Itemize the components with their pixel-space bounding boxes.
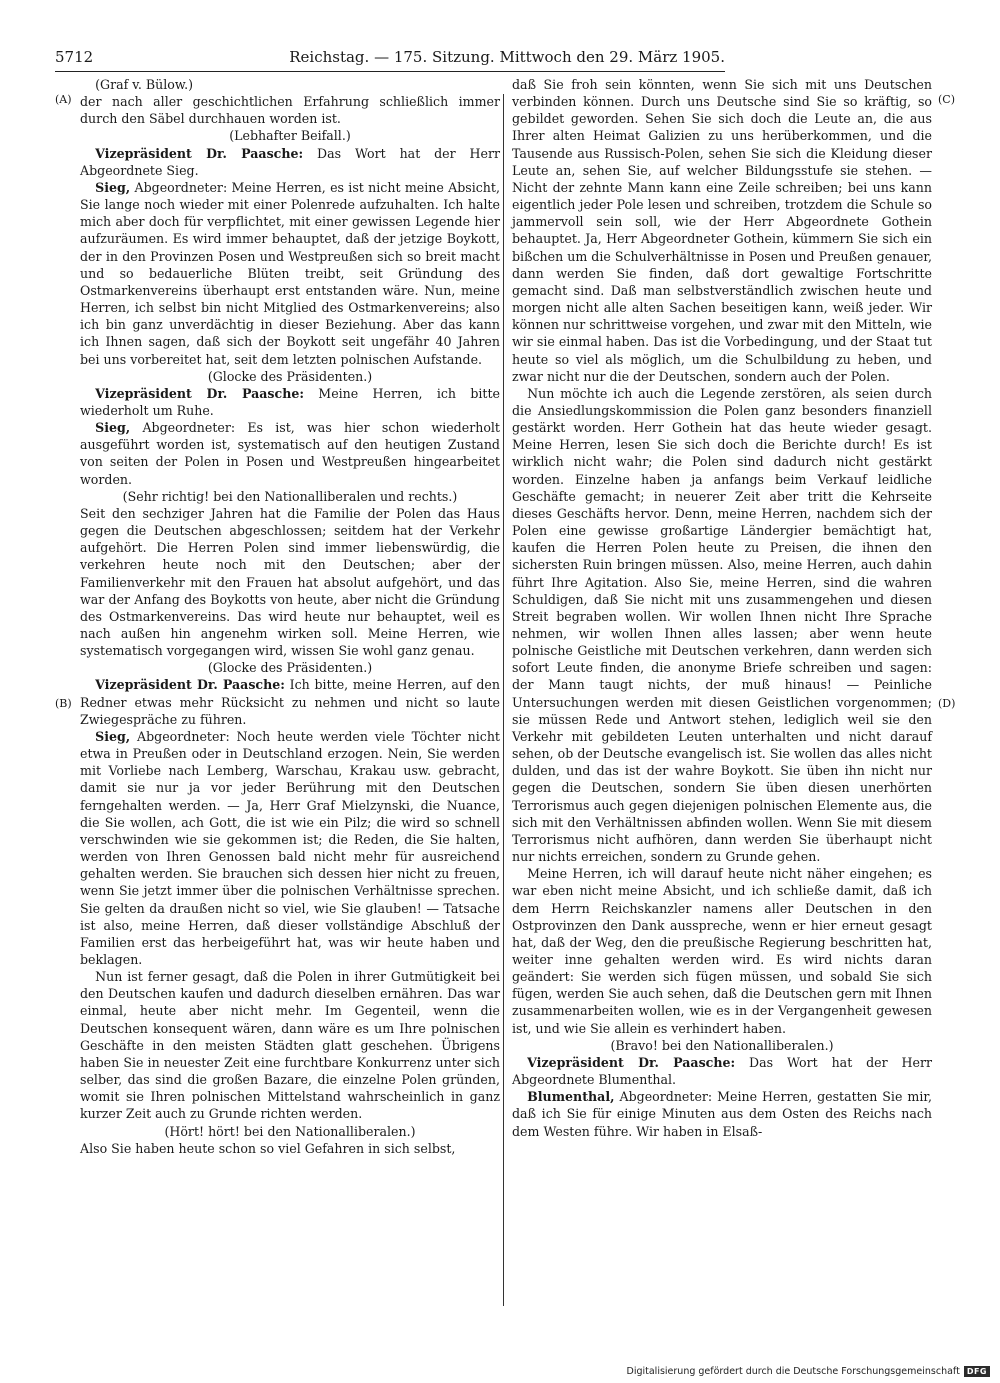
interjection: (Lebhafter Beifall.)	[229, 128, 351, 144]
left-column	[80, 76, 500, 1157]
speaker-name: Sieg,	[95, 420, 131, 436]
interjection: (Bravo! bei den Nationalliberalen.)	[610, 1037, 834, 1053]
speaker-name: Vizepräsident Dr. Paasche:	[95, 145, 304, 161]
speaker-paragraph: Vizepräsident Dr. Paasche: Meine Herren, ich bitte wiederholt um Ruhe.	[80, 385, 500, 418]
running-header	[55, 48, 725, 70]
header-rule	[55, 71, 725, 72]
running-title: Reichstag. — 175. Sitzung. Mittwoch den 29. März 1905.	[289, 48, 725, 66]
margin-marker-c: (C)	[938, 93, 955, 106]
page-number: 5712	[55, 48, 94, 66]
speaker-paragraph: Sieg, Abgeordneter: Es ist, was hier schon wiederholt ausgeführt worden ist, systematisch auf den heutigen Zustand von seiten der Polen in Posen und Westpreußen hingearbeitet worden.	[80, 420, 500, 487]
column-divider	[503, 94, 504, 1306]
speaker-paragraph: Vizepräsident Dr. Paasche: Das Wort hat der Herr Abgeordnete Blumenthal.	[512, 1054, 932, 1088]
interjection: (Hört! hört! bei den Nationalliberalen.)	[164, 1123, 416, 1139]
paragraph: Nun ist ferner gesagt, daß die Polen in ihrer Gutmütigkeit bei den Deutschen kaufen und dadurch dieselben ernähren. Das war einmal, heute aber nicht mehr. Im Gegenteil, wenn die Deutschen konsequent wären, dann wäre es um Ihre polnischen Geschäfte in den meisten Städten glatt geschehen. Übrigens haben Sie in neuester Zeit eine furchtbare Konkurrenz unter sich selber, das sind die großen Bazare, die einzelne Polen gründen, womit sie Ihren polnischen Mittelstand wahrscheinlich in ganz kurzer Zeit auch zu Grunde richten werden.	[80, 969, 500, 1122]
speaker-paragraph: Sieg, Abgeordneter: Meine Herren, es ist nicht meine Absicht, Sie lange noch wieder mit einer Polenrede aufzuhalten. Ich halte mich aber doch für verpflichtet, mit einer gewissen Legende hier aufzuräumen. Es wird immer behauptet, daß der jetzige Boykott, der in den Provinzen Posen und Westpreußen sich so breit macht und so bedauerliche Blüten treibt, seit Gründung des Ostmarkenvereins überhaupt erst entstanden wäre. Nun, meine Herren, ich selbst bin nicht Mitglied des Ostmarkenvereins; also ich bin ganz unverdächtig in dieser Beziehung. Aber das kann ich Ihnen sagen, daß sich der Boykott seit ungefähr 40 Jahren bei uns vorbereitet hat, seit dem letzten polnischen Aufstande.	[80, 179, 500, 367]
margin-marker-d: (D)	[938, 697, 956, 710]
speaker-paragraph: Blumenthal, Abgeordneter: Meine Herren, gestatten Sie mir, daß ich Sie für einige Minuten aus dem Osten des Reichs nach dem Westen führe. Wir haben in Elsaß-	[512, 1089, 932, 1139]
paragraph: Seit den sechziger Jahren hat die Familie der Polen das Haus gegen die Deutschen abgeschlossen; seitdem hat der Verkehr aufgehört. Die Herren Polen sind immer liebenswürdig, die verkehren heute noch mit den Deutschen; aber der Familienverkehr mit den Frauen hat absolut aufgehört, und das war der Anfang des Boykotts von heute, aber nicht die Gründung des Ostmarkenvereins. Das wird heute nur behauptet, weil es nach außen hin angenehm wirken soll. Meine Herren, wie systematisch vorgegangen wird, wissen Sie wohl ganz genau.	[80, 505, 500, 659]
speaker-paragraph: Vizepräsident Dr. Paasche: Ich bitte, meine Herren, auf den Redner etwas mehr Rücksicht zu nehmen und nicht so laute Zwiegespräche zu führen.	[80, 677, 500, 727]
digitization-credit	[580, 1363, 990, 1379]
paragraph: Also Sie haben heute schon so viel Gefahren in sich selbst,	[80, 1140, 456, 1156]
margin-marker-a: (A)	[55, 93, 72, 106]
speaker-name: Vizepräsident Dr. Paasche:	[95, 385, 305, 401]
paragraph: Nun möchte ich auch die Legende zerstören, als seien durch die Ansiedlungskommission die Polen ganz besonders finanziell gestärkt worden. Herr Gothein hat das heute wieder gesagt. Meine Herren, lesen Sie sich doch die Berichte durch! Es ist wirklich nicht wahr; die Polen sind dadurch nicht gestärkt worden. Einzelne haben ja anfangs beim Verkauf leidliche Geschäfte gemacht; in neuerer Zeit aber tritt die Kehrseite dieses Geschäfts hervor. Denn, meine Herren, nachdem sich der Polen eine gewisse großartige Ländergier bemächtigt hat, kaufen die Herren Polen heute zu Preisen, die ihnen den sichersten Ruin bringen müssen. Also, meine Herren, auch dahin führt Ihre Agitation. Also Sie, meine Herren, sind die wahren Schuldigen, daß Sie nicht mit uns zusammengehen und diesen Streit begraben wollen. Wir wollen Ihnen nicht Ihre Sprache nehmen, wir wollen Ihnen alles lassen; aber wenn heute polnische Geistliche mit Deutschen verkehren, dann werden sich sofort Leute finden, die anonyme Briefe schreiben und sagen: der Mann taugt nichts, der muß hinaus! — Peinliche Untersuchungen werden mit diesen Geistlichen vorgenommen; sie müssen Rede und Antwort stehen, lediglich weil sie den Verkehr mit gebildeten Leuten unterhalten und nicht darauf sehen, ob der Deutsche evangelisch ist. Sie wollen das alles nicht dulden, und das ist der wahre Boykott. Sie üben ihn nicht nur gegen die Deutschen, sondern Sie üben diesen unerhörten Terrorismus auch gegen diejenigen polnischen Elemente aus, die sich mit den Verhältnissen abfinden wollen. Wenn Sie mit diesem Terrorismus nicht aufhören, dann werden Sie überhaupt nicht nur nichts erreichen, sondern zu Grunde gehen.	[512, 385, 932, 865]
speaker-name: Vizepräsident Dr. Paasche:	[95, 677, 285, 693]
paragraph: daß Sie froh sein könnten, wenn Sie sich mit uns Deutschen verbinden können. Durch uns Deutsche sind Sie so kräftig, so gebildet geworden. Sehen Sie sich doch die Leute an, die aus Ihrer alten Heimat Galizien zu uns herüberkommen, und die Tausende aus Russisch-Polen, sehen Sie sich die Kleidung dieser Leute an, sehen Sie, auf welcher Bildungsstufe sie stehen. — Nicht der zehnte Mann kann eine Zeile schreiben; bei uns kann eigentlich jeder Pole lesen und schreiben, trotzdem die Schule so jammervoll sein soll, wie der Herr Abgeordnete Gothein behauptet. Ja, Herr Abgeordneter Gothein, kümmern Sie sich ein bißchen um die Schulverhältnisse in Posen und Preußen genauer, dann werden Sie finden, daß dort gewaltige Fortschritte gemacht sind. Daß man selbstverständlich zwischen heute und morgen nicht alle alten Sachen beseitigen kann, weiß jeder. Wir können nur schrittweise vorgehen, und zwar mit den Mitteln, wie wir sie einmal haben. Das ist die Vorbedingung, und der Staat tut heute so viel als möglich, um die Schulbildung zu heben, und zwar nicht nur die der Deutschen, sondern auch der Polen.	[512, 77, 932, 384]
interjection: (Glocke des Präsidenten.)	[207, 660, 373, 676]
speaker-paragraph: Vizepräsident Dr. Paasche: Das Wort hat der Herr Abgeordnete Sieg.	[80, 145, 500, 178]
speaker-attribution: (Graf v. Bülow.)	[95, 77, 194, 92]
speaker-name: Sieg,	[95, 179, 131, 195]
speaker-paragraph: Sieg, Abgeordneter: Noch heute werden viele Töchter nicht etwa in Preußen oder in Deutschland erzogen. Nein, Sie werden mit Vorliebe nach Lemberg, Warschau, Krakau usw. gebracht, damit sie nur ja vor jeder Berührung mit den Deutschen ferngehalten werden. — Ja, Herr Graf Mielzynski, die Nuance, die Sie wollen, ach Gott, die ist wie ein Pilz; die wird so schnell verschwinden wie sie gekommen ist; die Reden, die Sie halten, werden von Ihren Genossen bald nicht mehr für ausreichend gehalten werden. Sie brauchen sich dessen hier nicht zu freuen, wenn Sie jetzt immer über die polnischen Verhältnisse sprechen. Sie gelten da draußen nicht so viel, wie Sie glauben! — Tatsache ist also, meine Herren, daß dieser vollständige Abschluß der Familien erst das herbeigeführt hat, was wir heute haben und beklagen.	[80, 728, 500, 967]
speaker-name: Sieg,	[95, 728, 131, 744]
right-column	[512, 76, 932, 1140]
interjection: (Glocke des Präsidenten.)	[207, 368, 373, 384]
margin-marker-b: (B)	[55, 697, 72, 710]
credit-text: Digitalisierung gefördert durch die Deutsche Forschungsgemeinschaft	[626, 1365, 960, 1377]
speaker-name: Blumenthal,	[527, 1089, 615, 1105]
paragraph: der nach aller geschichtlichen Erfahrung schließlich immer durch den Säbel durchhauen worden ist.	[80, 94, 500, 127]
interjection: (Sehr richtig! bei den Nationalliberalen und rechts.)	[122, 488, 458, 504]
paragraph: Meine Herren, ich will darauf heute nicht näher eingehen; es war eben nicht meine Absicht, und ich schließe damit, daß ich dem Herrn Reichskanzler namens aller Deutschen in den Ostprovinzen den Dank ausspreche, wenn er hier erneut gesagt hat, daß der Weg, den die preußische Regierung beschritten hat, weiter inne gehalten werden wird. Es wird nichts daran geändert: Sie werden sich fügen müssen, und sobald Sie sich fügen, werden Sie auch sehen, daß die Deutschen gern mit Ihnen zusammenarbeiten wollen, wie es in der Vergangenheit gewesen ist, und wie Sie allein es verhindert haben.	[512, 866, 932, 1036]
speaker-name: Vizepräsident Dr. Paasche:	[527, 1054, 736, 1070]
dfg-logo-icon: DFG	[964, 1366, 990, 1377]
